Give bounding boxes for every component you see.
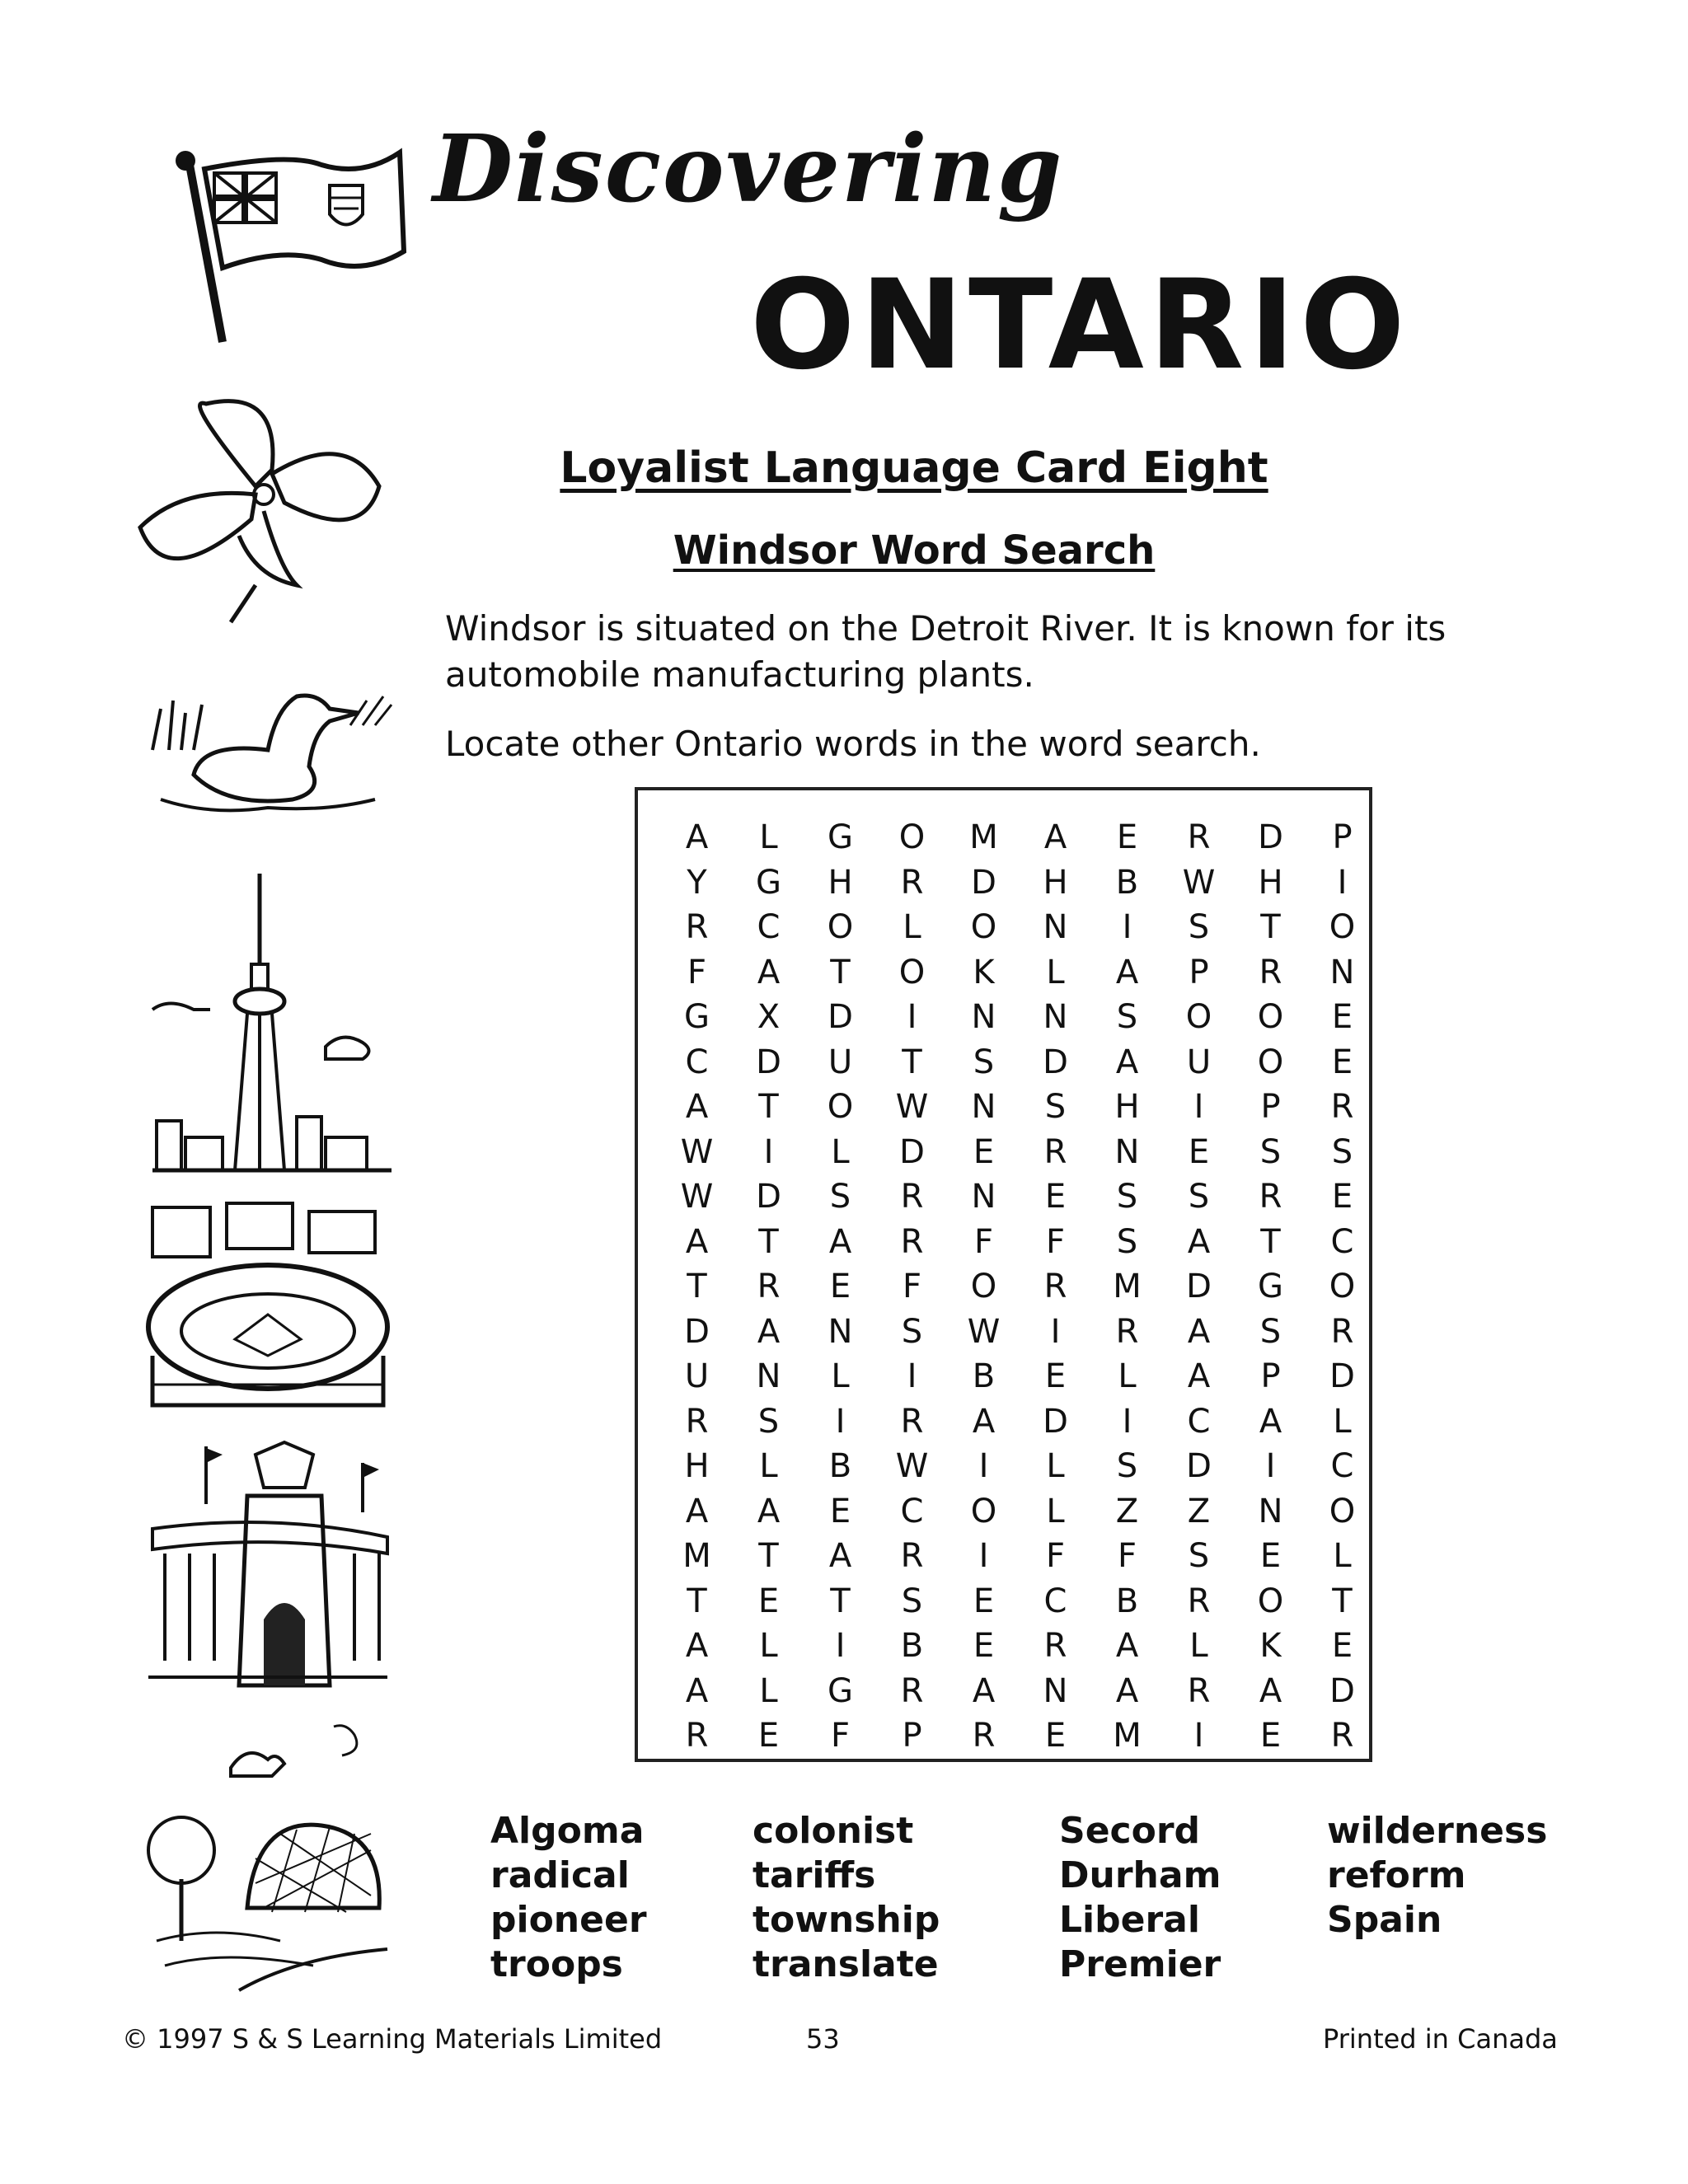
letter-grid (661, 815, 1378, 1759)
grid-letter[interactable]: S (1116, 1447, 1138, 1485)
grid-letter[interactable]: E (1044, 1717, 1067, 1755)
grid-letter[interactable]: W (680, 1178, 714, 1216)
grid-letter[interactable]: S (1188, 908, 1210, 946)
grid-letter[interactable]: L (831, 1132, 850, 1171)
grid-letter[interactable]: Z (1187, 1492, 1211, 1530)
grid-letter[interactable]: D (828, 998, 853, 1036)
grid-letter[interactable]: R (1187, 818, 1211, 856)
grid-letter[interactable]: Z (1115, 1492, 1139, 1530)
grid-letter[interactable]: E (1044, 1178, 1067, 1216)
grid-letter[interactable]: F (687, 953, 706, 991)
grid-letter[interactable]: B (1115, 1582, 1139, 1620)
grid-letter[interactable]: I (1265, 1447, 1276, 1485)
grid-letter[interactable]: F (1045, 1537, 1065, 1575)
grid-letter[interactable]: D (971, 863, 996, 902)
grid-letter[interactable]: T (1332, 1582, 1353, 1620)
grid-letter[interactable]: O (1257, 998, 1284, 1036)
grid-letter[interactable]: R (1259, 953, 1282, 991)
grid-letter[interactable]: O (827, 908, 854, 946)
grid-letter[interactable]: C (1330, 1222, 1354, 1261)
grid-letter[interactable]: S (1116, 998, 1138, 1036)
grid-letter[interactable]: L (759, 1671, 778, 1710)
word-list-item: township (753, 1899, 940, 1941)
grid-letter[interactable]: I (978, 1537, 989, 1575)
grid-letter[interactable]: F (902, 1268, 921, 1305)
grid-letter[interactable]: N (1114, 1132, 1140, 1171)
grid-letter[interactable]: R (1330, 1717, 1354, 1755)
grid-letter[interactable]: E (973, 1582, 995, 1620)
grid-letter[interactable]: P (1260, 1088, 1281, 1126)
word-list-item: reform (1327, 1854, 1466, 1896)
grid-letter[interactable]: Y (687, 863, 707, 902)
grid-letter[interactable]: O (1185, 998, 1212, 1036)
grid-letter[interactable]: E (1331, 998, 1353, 1036)
grid-letter[interactable]: E (973, 1627, 995, 1665)
grid-letter[interactable]: E (1331, 1178, 1353, 1216)
word-list-item: translate (753, 1943, 939, 1985)
grid-letter[interactable]: T (758, 1537, 779, 1575)
grid-letter[interactable]: A (972, 1671, 996, 1710)
grid-letter[interactable]: O (1329, 1492, 1356, 1530)
grid-letter[interactable]: R (900, 1222, 924, 1261)
grid-letter[interactable]: G (828, 818, 853, 856)
grid-letter[interactable]: I (1050, 1312, 1061, 1351)
grid-letter[interactable]: R (900, 1537, 924, 1575)
grid-letter[interactable]: P (1332, 818, 1353, 856)
grid-letter[interactable]: C (1187, 1402, 1211, 1441)
grid-letter[interactable]: R (1187, 1582, 1211, 1620)
grid-letter[interactable]: D (756, 1043, 781, 1081)
grid-letter[interactable]: N (756, 1357, 781, 1395)
grid-letter[interactable]: I (1337, 863, 1348, 902)
grid-letter[interactable]: S (901, 1312, 923, 1351)
grid-letter[interactable]: A (1187, 1312, 1211, 1351)
grid-letter[interactable]: C (685, 1043, 709, 1081)
grid-letter[interactable]: E (829, 1268, 851, 1305)
grid-letter[interactable]: R (900, 863, 924, 902)
word-list-item: wilderness (1327, 1810, 1548, 1852)
grid-letter[interactable]: S (1044, 1088, 1067, 1126)
grid-letter[interactable]: I (1122, 1402, 1132, 1441)
word-list-item: Premier (1059, 1943, 1221, 1985)
grid-letter[interactable]: D (756, 1178, 781, 1216)
main-title: ONTARIO (750, 254, 1410, 397)
grid-letter[interactable]: O (898, 953, 926, 991)
grid-letter[interactable]: A (685, 1492, 709, 1530)
trillium-icon (132, 379, 396, 626)
grid-letter[interactable]: D (684, 1312, 710, 1351)
grid-letter[interactable]: O (1329, 1268, 1356, 1305)
grid-letter[interactable]: B (828, 1447, 852, 1485)
grid-letter[interactable]: N (1258, 1492, 1283, 1530)
grid-letter[interactable]: A (1115, 1627, 1139, 1665)
grid-letter[interactable]: P (1260, 1357, 1281, 1395)
word-list-item: Secord (1059, 1810, 1201, 1852)
grid-letter[interactable]: A (828, 1537, 852, 1575)
grid-letter[interactable]: E (1188, 1132, 1210, 1171)
grid-letter[interactable]: S (757, 1402, 780, 1441)
stadium-icon (136, 1199, 400, 1422)
grid-letter[interactable]: L (1046, 1492, 1065, 1530)
grid-letter[interactable]: L (1333, 1537, 1352, 1575)
word-list-item: Durham (1059, 1854, 1221, 1896)
grid-letter[interactable]: E (1331, 1627, 1353, 1665)
grid-letter[interactable]: F (1117, 1537, 1137, 1575)
grid-letter[interactable]: E (829, 1492, 851, 1530)
grid-letter[interactable]: R (972, 1717, 996, 1755)
page-number: 53 (806, 2023, 840, 2055)
grid-letter[interactable]: W (1182, 863, 1216, 902)
grid-letter[interactable]: C (900, 1492, 924, 1530)
grid-letter[interactable]: H (1258, 863, 1283, 902)
grid-letter[interactable]: U (1186, 1043, 1212, 1081)
grid-letter[interactable]: A (1259, 1671, 1282, 1710)
grid-letter[interactable]: D (1329, 1357, 1355, 1395)
grid-letter[interactable]: I (1193, 1088, 1204, 1126)
grid-letter[interactable]: R (1043, 1132, 1067, 1171)
word-list-item: tariffs (753, 1854, 876, 1896)
word-list-item: Liberal (1059, 1899, 1200, 1941)
grid-letter[interactable]: T (830, 1582, 851, 1620)
grid-letter[interactable]: S (1259, 1132, 1282, 1171)
grid-letter[interactable]: W (895, 1088, 929, 1126)
grid-letter[interactable]: E (1259, 1717, 1282, 1755)
grid-letter[interactable]: P (1189, 953, 1209, 991)
grid-letter[interactable]: O (1329, 908, 1356, 946)
grid-letter[interactable]: L (759, 818, 778, 856)
grid-letter[interactable]: N (1329, 953, 1355, 991)
grid-letter[interactable]: R (900, 1402, 924, 1441)
script-title: Discovering (433, 115, 1064, 223)
grid-letter[interactable]: H (828, 863, 853, 902)
grid-letter[interactable]: S (973, 1043, 995, 1081)
grid-letter[interactable]: R (1187, 1671, 1211, 1710)
grid-letter[interactable]: E (757, 1582, 780, 1620)
grid-letter[interactable]: G (1258, 1268, 1283, 1305)
grid-letter[interactable]: A (757, 1312, 781, 1351)
grid-letter[interactable]: L (903, 908, 921, 946)
grid-letter[interactable]: O (827, 1088, 854, 1126)
grid-letter[interactable]: A (757, 953, 781, 991)
grid-letter[interactable]: U (684, 1357, 710, 1395)
grid-letter[interactable]: R (685, 1717, 709, 1755)
grid-letter[interactable]: E (973, 1132, 995, 1171)
grid-letter[interactable]: M (969, 818, 998, 856)
grid-letter[interactable]: B (900, 1627, 924, 1665)
grid-letter[interactable]: S (1116, 1178, 1138, 1216)
grid-letter[interactable]: N (971, 998, 996, 1036)
grid-letter[interactable]: O (1257, 1043, 1284, 1081)
word-list-item: Algoma (490, 1810, 645, 1852)
grid-letter[interactable]: R (900, 1671, 924, 1710)
grid-letter[interactable]: I (978, 1447, 989, 1485)
grid-letter[interactable]: L (1333, 1402, 1352, 1441)
grid-letter[interactable]: G (756, 863, 781, 902)
intro-line-1: Windsor is situated on the Detroit River. It is known for its (445, 608, 1447, 649)
grid-letter[interactable]: A (685, 1222, 709, 1261)
grid-letter[interactable]: M (1113, 1268, 1142, 1305)
word-search-grid (635, 787, 1372, 1762)
grid-letter[interactable]: A (1115, 953, 1139, 991)
grid-letter[interactable]: T (758, 1088, 779, 1126)
word-list-item: radical (490, 1854, 630, 1896)
grid-letter[interactable]: I (1193, 1717, 1204, 1755)
grid-letter[interactable]: S (1259, 1312, 1282, 1351)
grid-letter[interactable]: R (1330, 1312, 1354, 1351)
grid-letter[interactable]: A (757, 1492, 781, 1530)
grid-letter[interactable]: A (685, 818, 709, 856)
grid-letter[interactable]: L (759, 1627, 778, 1665)
grid-letter[interactable]: I (763, 1132, 774, 1171)
grid-letter[interactable]: E (757, 1717, 780, 1755)
copyright: © 1997 S & S Learning Materials Limited (122, 2023, 663, 2055)
grid-letter[interactable]: D (1258, 818, 1283, 856)
grid-letter[interactable]: T (1260, 1222, 1281, 1261)
grid-letter[interactable]: S (1188, 1537, 1210, 1575)
word-list (490, 1809, 1611, 1987)
grid-letter[interactable]: R (685, 1402, 709, 1441)
grid-letter[interactable]: C (1043, 1582, 1067, 1620)
grid-letter[interactable]: T (687, 1582, 707, 1620)
grid-letter[interactable]: F (973, 1222, 993, 1261)
grid-letter[interactable]: X (757, 998, 781, 1036)
grid-letter[interactable]: T (758, 1222, 779, 1261)
grid-letter[interactable]: O (898, 818, 926, 856)
grid-letter[interactable]: A (1115, 1043, 1139, 1081)
grid-letter[interactable]: R (685, 908, 709, 946)
loon-icon (144, 676, 400, 824)
grid-letter[interactable]: N (1043, 998, 1068, 1036)
grid-letter[interactable]: W (680, 1132, 714, 1171)
grid-letter[interactable]: T (902, 1043, 922, 1081)
grid-letter[interactable]: R (1043, 1268, 1067, 1305)
grid-letter[interactable]: A (1043, 818, 1067, 856)
grid-letter[interactable]: A (1187, 1222, 1211, 1261)
grid-letter[interactable]: K (973, 953, 995, 991)
grid-letter[interactable]: R (1330, 1088, 1354, 1126)
grid-letter[interactable]: I (835, 1627, 846, 1665)
grid-letter[interactable]: H (1043, 863, 1068, 902)
grid-letter[interactable]: A (828, 1222, 852, 1261)
grid-letter[interactable]: T (1260, 908, 1281, 946)
grid-letter[interactable]: O (970, 908, 997, 946)
grid-letter[interactable]: N (1043, 1671, 1068, 1710)
grid-letter[interactable]: S (829, 1178, 851, 1216)
grid-letter[interactable]: D (1186, 1447, 1212, 1485)
grid-letter[interactable]: R (757, 1268, 781, 1305)
grid-letter[interactable]: E (1116, 818, 1138, 856)
printed-in: Printed in Canada (1323, 2023, 1558, 2055)
grid-letter[interactable]: A (1187, 1357, 1211, 1395)
grid-letter[interactable]: S (1116, 1222, 1138, 1261)
grid-letter[interactable]: D (899, 1132, 925, 1171)
grid-letter[interactable]: L (831, 1357, 850, 1395)
grid-letter[interactable]: I (1122, 908, 1132, 946)
grid-letter[interactable]: A (685, 1627, 709, 1665)
card-title: Loyalist Language Card Eight (560, 443, 1268, 493)
dome-icon (132, 1718, 396, 1999)
grid-letter[interactable]: L (759, 1447, 778, 1485)
grid-letter[interactable]: A (685, 1088, 709, 1126)
grid-letter[interactable]: I (907, 1357, 917, 1395)
cn-tower-icon (144, 874, 400, 1179)
grid-letter[interactable]: D (1043, 1402, 1068, 1441)
grid-letter[interactable]: B (1115, 863, 1139, 902)
grid-letter[interactable]: E (1259, 1537, 1282, 1575)
grid-letter[interactable]: P (902, 1717, 922, 1755)
grid-letter[interactable]: C (757, 908, 781, 946)
grid-letter[interactable]: F (830, 1717, 850, 1755)
grid-letter[interactable]: A (685, 1671, 709, 1710)
grid-letter[interactable]: R (900, 1178, 924, 1216)
grid-letter[interactable]: R (1043, 1627, 1067, 1665)
grid-letter[interactable]: G (828, 1671, 853, 1710)
grid-letter[interactable]: N (1043, 908, 1068, 946)
grid-letter[interactable]: H (1114, 1088, 1140, 1126)
grid-letter[interactable]: A (972, 1402, 996, 1441)
grid-letter[interactable]: L (1046, 1447, 1065, 1485)
grid-letter[interactable]: N (828, 1312, 853, 1351)
grid-letter[interactable]: O (970, 1268, 997, 1305)
grid-letter[interactable]: S (901, 1582, 923, 1620)
grid-letter[interactable]: R (1115, 1312, 1139, 1351)
grid-letter[interactable]: L (1189, 1627, 1208, 1665)
grid-letter[interactable]: C (1330, 1447, 1354, 1485)
grid-letter[interactable]: W (895, 1447, 929, 1485)
grid-letter[interactable]: A (1259, 1402, 1282, 1441)
word-list-item: troops (490, 1943, 623, 1985)
grid-letter[interactable]: E (1331, 1043, 1353, 1081)
grid-letter[interactable]: H (684, 1447, 710, 1485)
word-list-item: pioneer (490, 1899, 647, 1941)
grid-letter[interactable]: M (682, 1537, 711, 1575)
grid-letter[interactable]: W (967, 1312, 1001, 1351)
intro-paragraph (445, 606, 1517, 698)
instruction-text: Locate other Ontario words in the word search. (445, 724, 1261, 764)
intro-line-2: automobile manufacturing plants. (445, 654, 1034, 695)
grid-letter[interactable]: B (972, 1357, 996, 1395)
grid-letter[interactable]: T (830, 953, 851, 991)
grid-letter[interactable]: O (1257, 1582, 1284, 1620)
grid-letter[interactable]: L (1118, 1357, 1137, 1395)
grid-letter[interactable]: T (687, 1268, 707, 1305)
grid-letter[interactable]: D (1186, 1268, 1212, 1305)
grid-letter[interactable]: D (1043, 1043, 1068, 1081)
grid-letter[interactable]: F (1045, 1222, 1065, 1261)
grid-letter[interactable]: L (1046, 953, 1065, 991)
grid-letter[interactable]: D (1329, 1671, 1355, 1710)
grid-letter[interactable]: A (1115, 1671, 1139, 1710)
word-list-item: Spain (1327, 1899, 1442, 1941)
grid-letter[interactable]: U (828, 1043, 853, 1081)
gate-icon (140, 1438, 396, 1694)
grid-letter[interactable]: I (907, 998, 917, 1036)
grid-letter[interactable]: N (971, 1088, 996, 1126)
word-list-item: colonist (753, 1810, 914, 1852)
grid-letter[interactable]: N (971, 1178, 996, 1216)
grid-letter[interactable]: K (1259, 1627, 1282, 1665)
grid-letter[interactable]: S (1331, 1132, 1353, 1171)
grid-letter[interactable]: R (1259, 1178, 1282, 1216)
section-subtitle: Windsor Word Search (673, 527, 1156, 574)
grid-letter[interactable]: E (1044, 1357, 1067, 1395)
flag-icon (165, 136, 412, 350)
grid-letter[interactable]: I (835, 1402, 846, 1441)
grid-letter[interactable]: M (1113, 1717, 1142, 1755)
grid-letter[interactable]: O (970, 1492, 997, 1530)
word-list-item (1327, 1943, 1611, 1987)
grid-letter[interactable]: G (684, 998, 710, 1036)
grid-letter[interactable]: S (1188, 1178, 1210, 1216)
